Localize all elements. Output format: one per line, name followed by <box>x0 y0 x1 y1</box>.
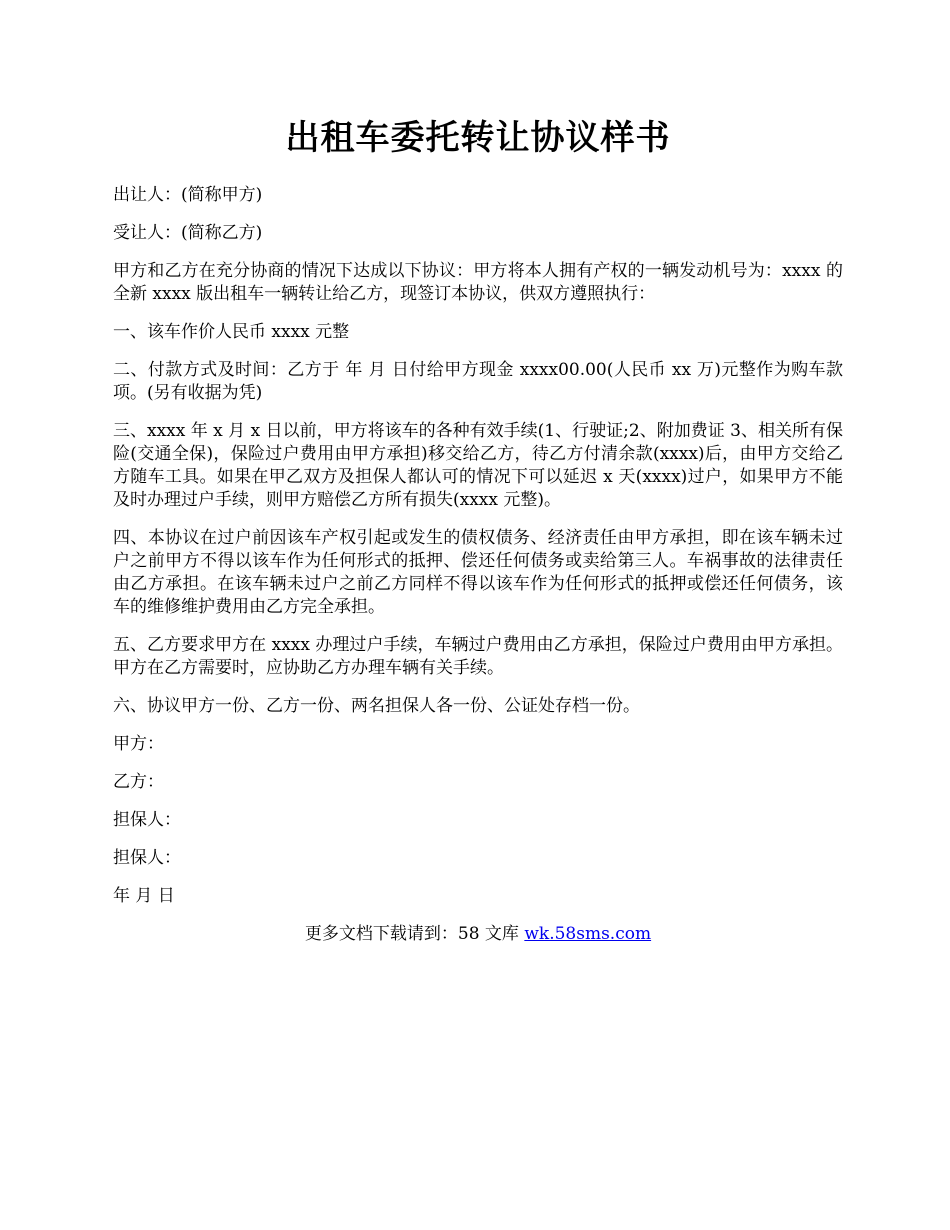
guarantor-1-signature-line: 担保人： <box>113 810 181 830</box>
clause-5: 五、乙方要求甲方在 xxxx 办理过户手续，车辆过户费用由乙方承担，保险过户费用由甲方承担。甲方在乙方需要时，应协助乙方办理车辆有关手续。 <box>113 635 843 678</box>
date-line: 年 月 日 <box>113 886 175 906</box>
intro-paragraph: 甲方和乙方在充分协商的情况下达成以下协议：甲方将本人拥有产权的一辆发动机号为：xxxx 的全新 xxxx 版出租车一辆转让给乙方，现签订本协议，供双方遵照执行： <box>113 261 843 304</box>
party-b-signature-line: 乙方： <box>113 772 164 792</box>
party-a-signature-line: 甲方： <box>113 734 164 754</box>
document-title: 出租车委托转让协议样书 <box>285 118 671 158</box>
transferor-line: 出让人：(简称甲方) <box>113 185 263 205</box>
clause-3: 三、xxxx 年 x 月 x 日以前，甲方将该车的各种有效手续(1、行驶证;2、附加费证 3、相关所有保险(交通全保)，保险过户费用由甲方承担)移交给乙方，待乙方付清余款(xxxx)后，由甲方交给乙方随车工具。如果在甲乙双方及担保人都认可的情况下可以延迟 x 天(xxxx)过户，如果甲方不能及时办理过户手续，则甲方赔偿乙方所有损失(xxxx 元整)。 <box>113 421 843 510</box>
footer-link[interactable]: wk.58sms.com <box>524 924 652 944</box>
clause-6: 六、协议甲方一份、乙方一份、两名担保人各一份、公证处存档一份。 <box>113 696 640 716</box>
footer-note <box>113 923 843 946</box>
clause-2: 二、付款方式及时间：乙方于 年 月 日付给甲方现金 xxxx00.00(人民币 xx 万)元整作为购车款项。(另有收据为凭) <box>113 360 843 403</box>
footer-text: 更多文档下载请到：58 文库 <box>304 924 525 944</box>
document-page <box>113 112 843 946</box>
clause-4: 四、本协议在过户前因该车产权引起或发生的债权债务、经济责任由甲方承担，即在该车辆未过户之前甲方不得以该车作为任何形式的抵押、偿还任何债务或卖给第三人。车祸事故的法律责任由乙方承担。在该车辆未过户之前乙方同样不得以该车作为任何形式的抵押或偿还任何债务，该车的维修维护费用由乙方完全承担。 <box>113 528 843 617</box>
transferee-line: 受让人：(简称乙方) <box>113 223 263 243</box>
clause-1: 一、该车作价人民币 xxxx 元整 <box>113 322 350 342</box>
guarantor-2-signature-line: 担保人： <box>113 848 181 868</box>
